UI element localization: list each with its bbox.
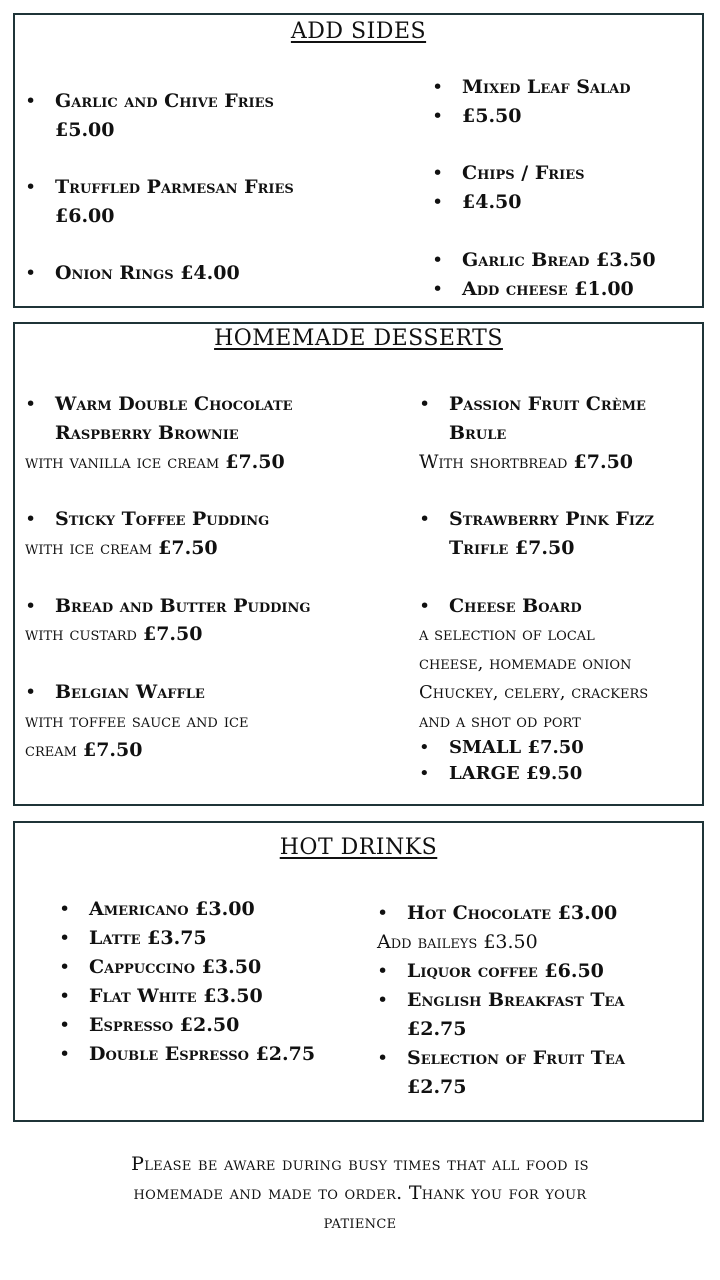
cheese-size-label: SMALL £7.50 [449, 737, 584, 758]
drink-note-text: Add baileys £3.50 [377, 931, 538, 953]
dessert-price: £7.50 [573, 451, 634, 473]
dessert-desc [419, 448, 633, 477]
side-item-salad-price [432, 102, 702, 131]
hot-drinks-panel [13, 821, 704, 1122]
dessert-name [419, 592, 699, 621]
footer-notice [40, 1150, 680, 1237]
dessert-bread-butter [25, 592, 405, 621]
desserts-title: HOMEMADE DESSERTS [214, 326, 503, 351]
sides-right-list-1 [432, 73, 702, 131]
dessert-name-line: Belgian Waffle [55, 681, 205, 703]
drink-double-espresso [59, 1040, 359, 1069]
side-name: Garlic and Chive Fries [55, 90, 274, 112]
dessert-brownie [25, 390, 405, 448]
hot-drinks-title: HOT DRINKS [279, 835, 438, 860]
dessert-desc-text: and a shot od port [419, 711, 581, 732]
dessert-name-line: Bread and Butter Pudding [55, 595, 311, 617]
dessert-name-line: Raspberry Brownie [55, 422, 239, 444]
dessert-name [419, 505, 699, 563]
dessert-name-line: Sticky Toffee Pudding [55, 508, 270, 530]
dessert-price: £7.50 [142, 623, 203, 645]
dessert-name-line: Strawberry Pink Fizz [449, 508, 654, 530]
dessert-desc-text: with custard [25, 623, 137, 645]
side-item-mixed-leaf-salad [432, 73, 702, 102]
dessert-price: £7.50 [82, 739, 143, 761]
dessert-desc [25, 534, 218, 563]
dessert-name [25, 505, 405, 534]
dessert-name [419, 390, 699, 448]
side-item-add-cheese [432, 275, 702, 304]
side-item-onion-rings [25, 259, 405, 288]
drinks-left-list [59, 895, 359, 1069]
cheese-size-small [419, 735, 699, 761]
side-item-chips-fries [432, 159, 702, 188]
dessert-desc [25, 620, 202, 649]
drink-english-breakfast-tea [377, 986, 697, 1044]
side-price: £6.00 [55, 205, 115, 227]
drink-label: Latte £3.75 [89, 927, 207, 949]
drink-espresso [59, 1011, 359, 1040]
drinks-right-list-2 [377, 957, 697, 1102]
dessert-sticky-toffee [25, 505, 405, 534]
dessert-name [25, 678, 405, 707]
cheese-size-large [419, 761, 699, 787]
dessert-price: £7.50 [225, 451, 285, 473]
drink-fruit-tea [377, 1044, 697, 1102]
drinks-right-list-1 [377, 899, 697, 928]
drink-label: Hot Chocolate £3.00 [407, 902, 618, 924]
side-name: Chips / Fries [462, 162, 585, 184]
drink-price: £2.75 [407, 1076, 467, 1098]
cheese-size-label: LARGE £9.50 [449, 763, 583, 784]
dessert-desc-text: Chuckey, celery, crackers [419, 682, 649, 703]
drink-americano [59, 895, 359, 924]
drink-label: Flat White £3.50 [89, 985, 263, 1007]
drink-cappuccino [59, 953, 359, 982]
dessert-desc-text: with toffee sauce and ice [25, 710, 249, 732]
drink-latte [59, 924, 359, 953]
drink-liquor-coffee [377, 957, 697, 986]
drink-label: English Breakfast Tea [407, 989, 625, 1011]
side-name: Mixed Leaf Salad [462, 76, 631, 98]
dessert-desc-text: a selection of local [419, 624, 595, 645]
dessert-name-line: Cheese Board [449, 595, 582, 617]
dessert-passion-fruit-creme [419, 390, 699, 448]
side-name: Onion Rings £4.00 [55, 262, 240, 284]
drink-label: Americano £3.00 [89, 898, 255, 920]
dessert-name [25, 592, 405, 621]
dessert-desc-text: with vanilla ice cream [25, 451, 220, 473]
drink-label: Cappuccino £3.50 [89, 956, 262, 978]
dessert-desc-text: With shortbread [419, 451, 568, 473]
add-sides-panel [13, 13, 704, 308]
sides-right-list-2 [432, 159, 702, 217]
cheese-board-sizes [419, 735, 699, 787]
drink-label: Double Espresso £2.75 [89, 1043, 316, 1065]
dessert-desc [25, 448, 285, 477]
add-sides-title: ADD SIDES [290, 19, 427, 44]
footer-line: patience [323, 1211, 397, 1233]
drink-label: Espresso £2.50 [89, 1014, 240, 1036]
side-item-chips-price [432, 188, 702, 217]
dessert-strawberry-trifle [419, 505, 699, 563]
cheese-board-desc [419, 620, 648, 736]
dessert-desc-text: with ice cream [25, 537, 153, 559]
footer-line: Please be aware during busy times that all food is [131, 1153, 589, 1175]
drink-label: Liquor coffee £6.50 [407, 960, 604, 982]
side-price: £5.50 [462, 105, 522, 127]
dessert-name [25, 390, 405, 448]
side-name: Garlic Bread £3.50 [462, 249, 656, 271]
dessert-belgian-waffle [25, 678, 405, 707]
dessert-desc [25, 707, 248, 765]
dessert-desc-text: cream [25, 739, 77, 761]
drink-label: Selection of Fruit Tea [407, 1047, 625, 1069]
side-item-garlic-chive-fries [25, 87, 405, 173]
sides-right-list-3 [432, 246, 702, 304]
dessert-name-line: Trifle £7.50 [449, 537, 575, 559]
dessert-cheese-board [419, 592, 699, 621]
drink-hot-chocolate [377, 899, 697, 928]
drink-flat-white [59, 982, 359, 1011]
dessert-price: £7.50 [158, 537, 218, 559]
dessert-name-line: Passion Fruit Crème [449, 393, 646, 415]
footer-line: homemade and made to order. Thank you for your [133, 1182, 587, 1204]
side-item-garlic-bread [432, 246, 702, 275]
dessert-name-line: Warm Double Chocolate [55, 393, 293, 415]
side-name: Truffled Parmesan Fries [55, 176, 294, 198]
drink-add-baileys [377, 928, 538, 957]
side-item-truffled-parmesan-fries [25, 173, 405, 259]
drink-price: £2.75 [407, 1018, 467, 1040]
dessert-name-line: Brule [449, 422, 507, 444]
homemade-desserts-panel [13, 322, 704, 806]
side-price: £5.00 [55, 119, 115, 141]
dessert-desc-text: cheese, homemade onion [419, 653, 632, 674]
side-name: Add cheese £1.00 [462, 278, 634, 300]
sides-left-list [25, 87, 405, 288]
side-price: £4.50 [462, 191, 522, 213]
